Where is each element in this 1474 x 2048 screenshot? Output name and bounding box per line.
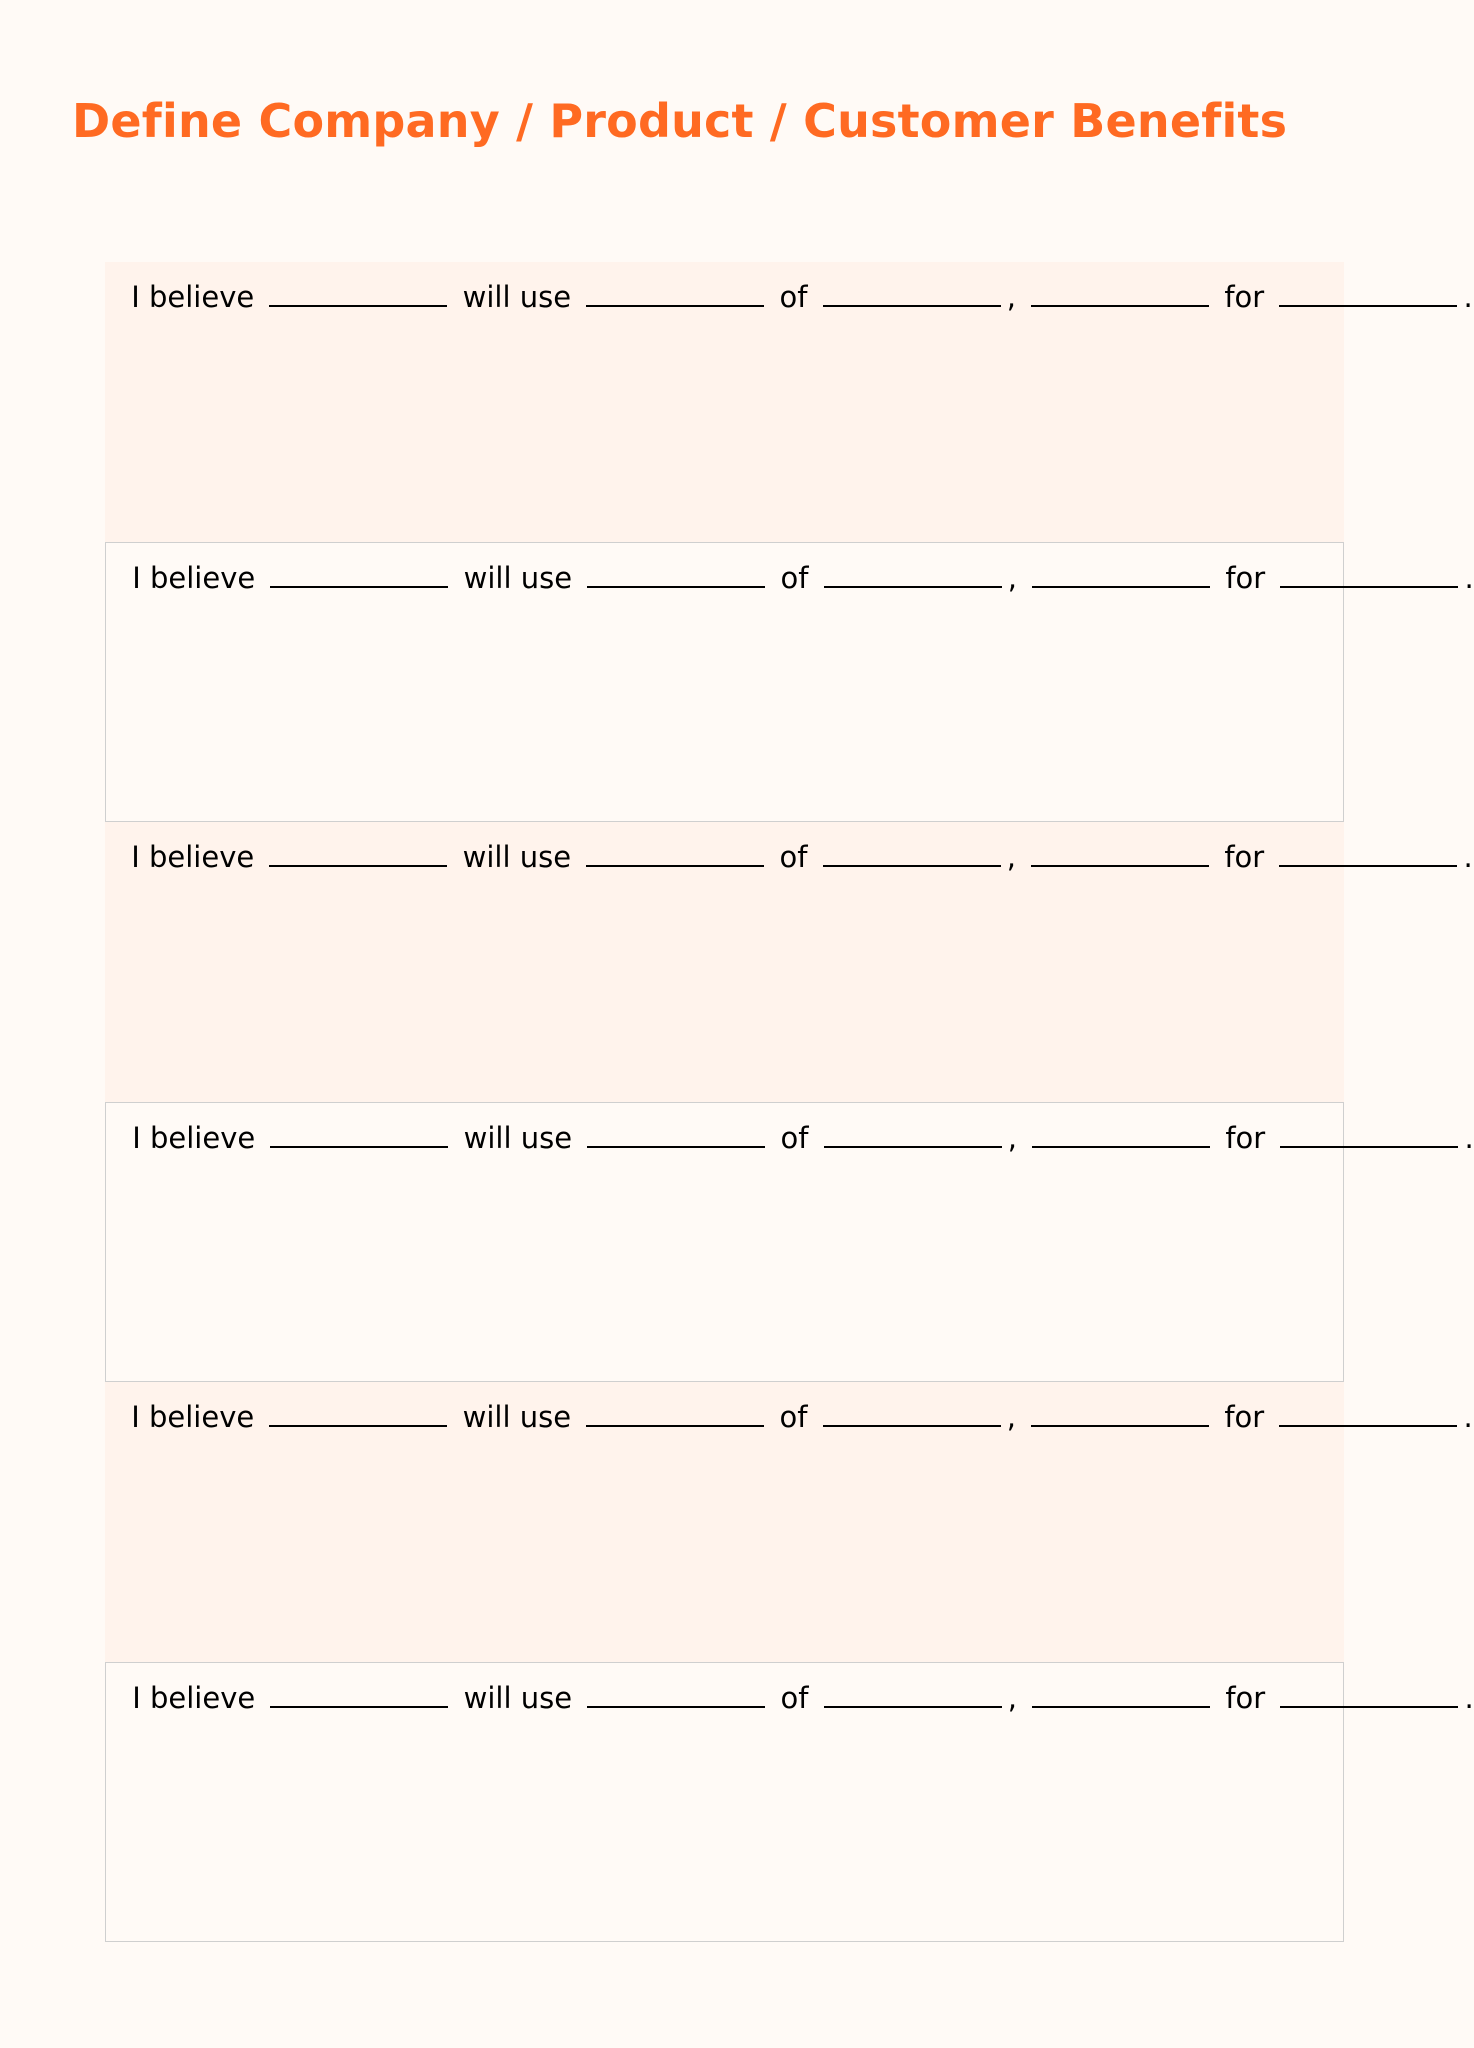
fill-in-blank[interactable]: [823, 281, 1001, 307]
period-text: .: [1464, 1121, 1474, 1155]
period-text: .: [1463, 840, 1473, 874]
fill-in-blank[interactable]: [269, 841, 447, 867]
belief-statement-row: [105, 822, 1473, 1102]
belief-statement-row: [105, 542, 1474, 822]
fill-in-blank[interactable]: [823, 841, 1001, 867]
connector-text: of: [770, 280, 817, 314]
fill-in-blank[interactable]: [1031, 281, 1209, 307]
fill-in-blank[interactable]: [1279, 841, 1457, 867]
connector-text: will use: [454, 561, 582, 595]
fill-in-blank[interactable]: [824, 562, 1002, 588]
belief-statement-row: [105, 1102, 1474, 1382]
connector-text: for: [1216, 1681, 1275, 1715]
fill-in-blank[interactable]: [270, 562, 448, 588]
comma-text: ,: [1007, 1681, 1027, 1715]
lead-text: I believe: [123, 1121, 265, 1155]
page-title: Define Company / Product / Customer Benefits: [72, 94, 1288, 148]
lead-text: I believe: [122, 1400, 264, 1434]
fill-in-blank[interactable]: [1280, 562, 1458, 588]
fill-in-blank[interactable]: [1279, 1401, 1457, 1427]
fill-in-blank[interactable]: [586, 281, 764, 307]
fill-in-blank[interactable]: [1032, 562, 1210, 588]
connector-text: will use: [453, 840, 581, 874]
belief-sentence: [122, 1400, 1473, 1434]
connector-text: for: [1216, 561, 1275, 595]
period-text: .: [1464, 561, 1474, 595]
fill-in-blank[interactable]: [1032, 1122, 1210, 1148]
belief-sentence: [123, 1121, 1474, 1155]
period-text: .: [1463, 1400, 1473, 1434]
period-text: .: [1463, 280, 1473, 314]
comma-text: ,: [1007, 1121, 1027, 1155]
belief-sentence: [122, 280, 1473, 314]
lead-text: I believe: [122, 840, 264, 874]
fill-in-blank[interactable]: [824, 1122, 1002, 1148]
connector-text: will use: [453, 1400, 581, 1434]
fill-in-blank[interactable]: [1280, 1682, 1458, 1708]
lead-text: I believe: [122, 280, 264, 314]
lead-text: I believe: [123, 561, 265, 595]
fill-in-blank[interactable]: [1280, 1122, 1458, 1148]
connector-text: for: [1215, 840, 1274, 874]
connector-text: of: [770, 840, 817, 874]
belief-statement-row: [105, 1382, 1473, 1662]
belief-statement-row: [105, 1662, 1474, 1942]
connector-text: for: [1215, 1400, 1274, 1434]
connector-text: will use: [454, 1681, 582, 1715]
fill-in-blank[interactable]: [1031, 1401, 1209, 1427]
belief-statement-row: [105, 262, 1473, 542]
fill-in-blank[interactable]: [824, 1682, 1002, 1708]
connector-text: of: [771, 561, 818, 595]
fill-in-blank[interactable]: [1031, 841, 1209, 867]
connector-text: will use: [454, 1121, 582, 1155]
fill-in-blank[interactable]: [587, 562, 765, 588]
connector-text: will use: [453, 280, 581, 314]
fill-in-blank[interactable]: [269, 1401, 447, 1427]
fill-in-blank[interactable]: [823, 1401, 1001, 1427]
fill-in-blank[interactable]: [1032, 1682, 1210, 1708]
comma-text: ,: [1006, 840, 1026, 874]
connector-text: of: [771, 1681, 818, 1715]
fill-in-blank[interactable]: [586, 841, 764, 867]
belief-sentence: [122, 840, 1473, 874]
fill-in-blank[interactable]: [586, 1401, 764, 1427]
lead-text: I believe: [123, 1681, 265, 1715]
fill-in-blank[interactable]: [270, 1682, 448, 1708]
connector-text: for: [1215, 280, 1274, 314]
fill-in-blank[interactable]: [587, 1682, 765, 1708]
comma-text: ,: [1006, 280, 1026, 314]
belief-sentence: [123, 561, 1474, 595]
fill-in-blank[interactable]: [269, 281, 447, 307]
belief-statement-list: [105, 262, 1474, 1942]
connector-text: for: [1216, 1121, 1275, 1155]
period-text: .: [1464, 1681, 1474, 1715]
belief-sentence: [123, 1681, 1474, 1715]
connector-text: of: [771, 1121, 818, 1155]
fill-in-blank[interactable]: [587, 1122, 765, 1148]
comma-text: ,: [1006, 1400, 1026, 1434]
fill-in-blank[interactable]: [1279, 281, 1457, 307]
fill-in-blank[interactable]: [270, 1122, 448, 1148]
connector-text: of: [770, 1400, 817, 1434]
comma-text: ,: [1007, 561, 1027, 595]
